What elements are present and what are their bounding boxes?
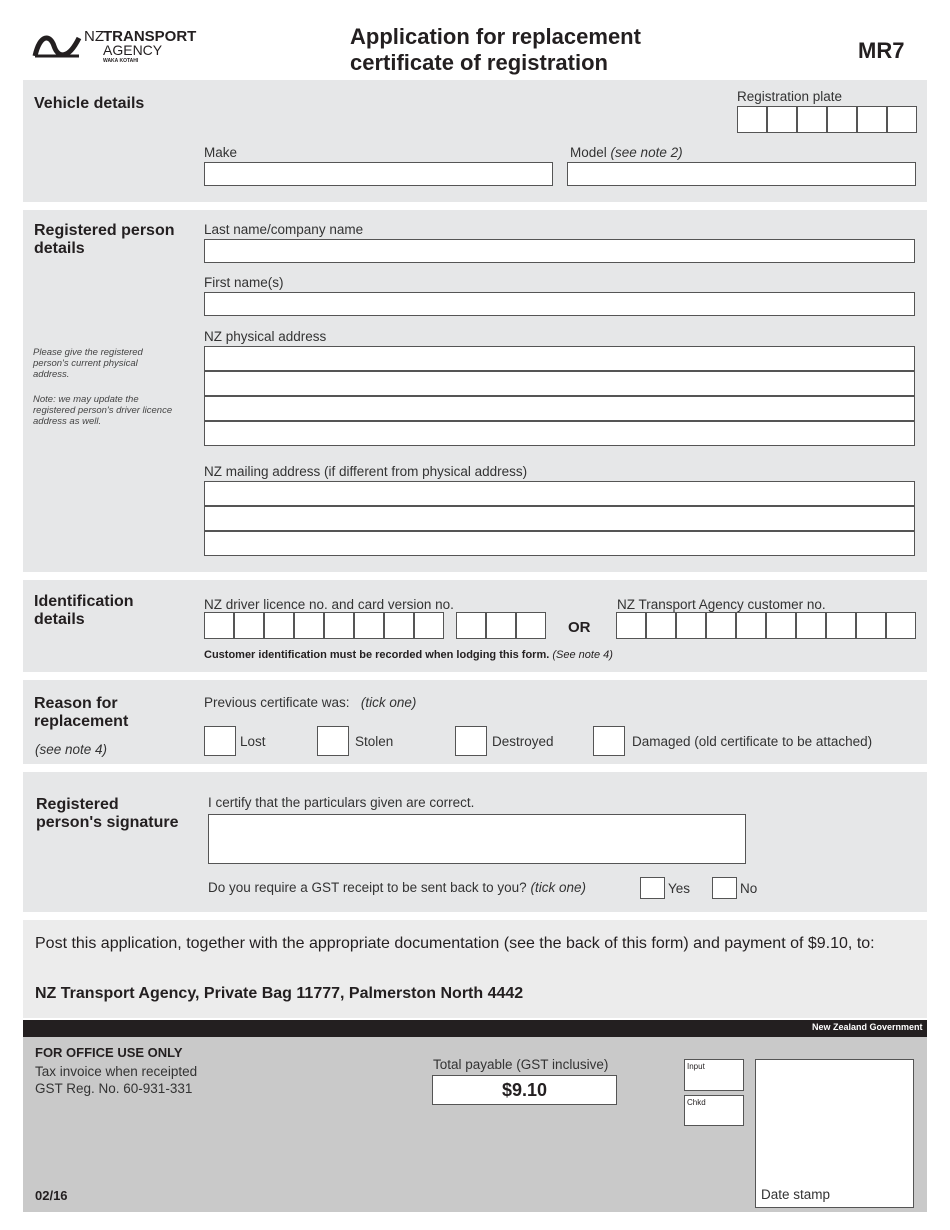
vehicle-heading: Vehicle details (34, 95, 145, 112)
signature-field[interactable] (208, 814, 746, 864)
physical-address-line-1[interactable] (204, 346, 915, 371)
q: Do you require a GST receipt to be sent back to you? (208, 880, 527, 895)
nzta-logo: NZ TRANSPORT AGENCY WAKA KOTAHI (32, 28, 202, 68)
post-instructions: Post this application, together with the appropriate documentation (see the back of this form) and payment of $9.10, to: (35, 935, 875, 952)
person-note-1: Please give the registered person's current physical address. (33, 347, 143, 380)
prompt: Previous certificate was: (204, 695, 350, 710)
destroyed-label: Destroyed (492, 734, 554, 749)
model-input[interactable] (567, 162, 916, 186)
h2: replacement (34, 713, 129, 730)
tick: (tick one) (530, 880, 586, 895)
mailing-address-line-2[interactable] (204, 506, 915, 531)
physical-address-line-4[interactable] (204, 421, 915, 446)
first-name-input[interactable] (204, 292, 915, 316)
gst-no-label: No (740, 881, 758, 896)
physical-address-line-2[interactable] (204, 371, 915, 396)
make-label: Make (204, 145, 238, 160)
physical-address-label: NZ physical address (204, 329, 327, 344)
chkd-label: Chkd (687, 1098, 706, 1107)
stolen-checkbox[interactable] (317, 726, 349, 756)
reason-heading (34, 695, 128, 731)
gst-yes-checkbox[interactable] (640, 877, 665, 899)
reason-prompt (204, 695, 416, 710)
gst-yes-label: Yes (668, 881, 691, 896)
total-label: Total payable (GST inclusive) (433, 1057, 609, 1072)
mailing-address-label: NZ mailing address (if different from physical address) (204, 464, 528, 479)
chkd-box[interactable] (684, 1095, 744, 1126)
reason-note: (see note 4) (35, 742, 108, 757)
date-stamp-box (755, 1059, 914, 1208)
last-name-input[interactable] (204, 239, 915, 263)
model-note: (see note 2) (610, 145, 683, 160)
form-title (350, 24, 641, 76)
mailing-address-line-1[interactable] (204, 481, 915, 506)
identification-notice (204, 649, 613, 661)
identification-heading (34, 593, 134, 629)
gst-no-checkbox[interactable] (712, 877, 737, 899)
h1: Registered person (34, 222, 175, 239)
licence-label: NZ driver licence no. and card version no. (204, 597, 454, 612)
notice-text: Customer identification must be recorded when lodging this form. (204, 649, 550, 661)
or-label: OR (568, 619, 591, 636)
lost-checkbox[interactable] (204, 726, 236, 756)
h1: Reason for (34, 695, 118, 712)
card-version-input[interactable] (456, 612, 546, 639)
office-use-heading: FOR OFFICE USE ONLY (35, 1045, 183, 1060)
model-label-text: Model (570, 145, 607, 160)
tax-invoice-text: Tax invoice when receipted (35, 1064, 198, 1079)
first-name-label: First name(s) (204, 275, 284, 290)
title-line-2: certificate of registration (350, 50, 608, 75)
physical-address-line-3[interactable] (204, 396, 915, 421)
gst-reg-text: GST Reg. No. 60-931-331 (35, 1081, 193, 1096)
h2: details (34, 240, 85, 257)
person-heading (34, 222, 174, 258)
gst-question (208, 880, 586, 895)
logo-wave-icon (32, 30, 82, 62)
customer-number-input[interactable] (616, 612, 916, 639)
nz-government-logo: New Zealand Government (812, 1022, 923, 1032)
certify-text: I certify that the particulars given are correct. (208, 795, 475, 810)
damaged-label: Damaged (old certificate to be attached) (632, 734, 873, 749)
notice-ref: (See note 4) (552, 649, 613, 661)
date-stamp-label: Date stamp (761, 1187, 831, 1202)
last-name-label: Last name/company name (204, 222, 364, 237)
make-input[interactable] (204, 162, 553, 186)
stolen-label: Stolen (355, 734, 394, 749)
total-amount: $9.10 (501, 1080, 548, 1100)
input-label: Input (687, 1062, 705, 1071)
plate-label: Registration plate (737, 89, 843, 104)
input-box[interactable] (684, 1059, 744, 1091)
lost-label: Lost (240, 734, 266, 749)
model-label (570, 145, 683, 160)
title-line-1: Application for replacement (350, 24, 641, 49)
h1: Registered (36, 796, 119, 813)
h1: Identification (34, 593, 134, 610)
person-note-2: Note: we may update the registered person's driver licence address as well. (33, 394, 173, 427)
form-code: MR7 (858, 38, 905, 63)
licence-number-input[interactable] (204, 612, 444, 639)
post-address: NZ Transport Agency, Private Bag 11777, Palmerston North 4442 (35, 985, 524, 1002)
customer-number-label: NZ Transport Agency customer no. (617, 597, 826, 612)
destroyed-checkbox[interactable] (455, 726, 487, 756)
form-version: 02/16 (35, 1188, 68, 1203)
damaged-checkbox[interactable] (593, 726, 625, 756)
plate-input[interactable] (737, 106, 917, 133)
mailing-address-line-3[interactable] (204, 531, 915, 556)
h2: details (34, 611, 85, 628)
h2: person's signature (36, 814, 179, 831)
tick: (tick one) (360, 695, 417, 710)
government-bar (23, 1020, 927, 1037)
total-payable (432, 1075, 617, 1105)
signature-heading (36, 796, 179, 832)
